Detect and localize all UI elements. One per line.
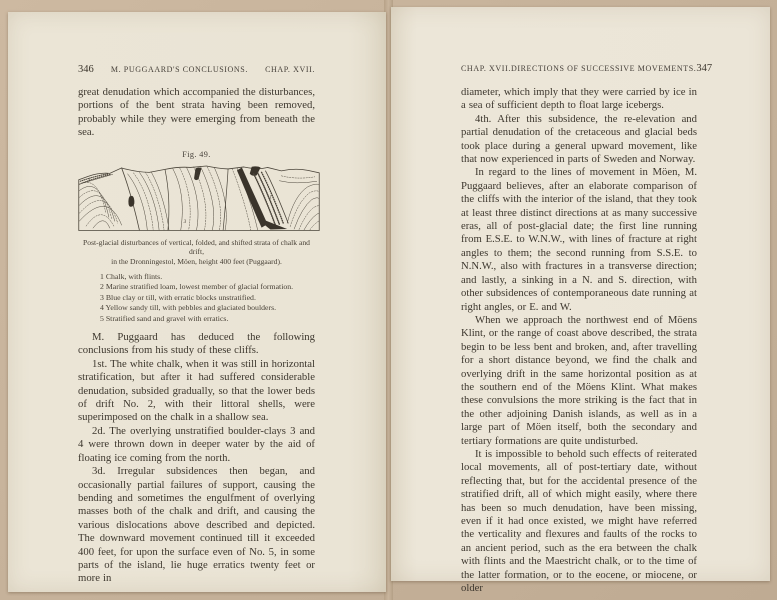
stratum-label-5: 5: [88, 176, 91, 182]
legend-item: 2 Marine stratified loam, lowest member of glacial formation.: [100, 282, 294, 292]
right-running-header: [461, 63, 713, 74]
left-page: [8, 12, 386, 592]
left-running-title: M. PUGGAARD'S CONCLUSIONS.: [110, 65, 248, 74]
caption-line: in the Dronningestol, Möen, height 400 feet (Puggaard).: [111, 257, 282, 267]
legend-item: 3 Blue clay or till, with erratic blocks unstratified.: [100, 292, 256, 302]
legend-item: 1 Chalk, with flints.: [100, 272, 163, 282]
left-chapter-label: CHAP. XVII.: [265, 65, 315, 74]
stratum-label-1: 1: [269, 195, 272, 201]
legend-item: 4 Yellow sandy till, with pebbles and glaciated boulders.: [100, 303, 277, 313]
geological-section-illustration: [78, 164, 320, 232]
paragraph: When we approach the northwest end of Möens Klint, or the range of coast above described, the strata begin to be less bent and broken, and, after travelling for a short distance beyond, we find the chalk and overlying drift in the same horizontal position as at the southern end of the Möens Klint. What makes these convulsions the more striking is the fact that in the other adjoining Danish islands, as well as in a large part of Möen itself, both the secondary and tertiary formations are quite undisturbed.: [461, 313, 697, 447]
left-running-header: [78, 64, 315, 75]
right-running-title: DIRECTIONS OF SUCCESSIVE MOVEMENTS.: [510, 64, 697, 73]
paragraph: It is impossible to behold such effects of reiterated local movements, all of post-tertiary date, without reflecting that, but for the accidental presence of the stratified drift, all of which might easily, where there has been so much denudation, have been missing, even if it had once existed, we might have referred the verticality and flexures and faults of the rocks to an ancient period, such as the era between the chalk with flints and the Maestricht chalk, or to the time of the latter formation, or to the eocene, or miocene, or older: [461, 447, 697, 595]
paragraph: In regard to the lines of movement in Möen, M. Puggaard believes, after an elaborate comparison of the cliffs with the interior of the island, that they took at least three distinct directions at as many successive eras, all of post-glacial date; the first line running from E.S.E. to W.N.W., with lines of fracture at right angles to them; the second running from S.S.E. to N.N.W., also with fractures in a transverse direction; and lastly, a sinking in a N. and S. direction, with other subsidences of contemporaneous date running at right angles, or E. and W.: [461, 166, 697, 313]
right-page-number: 347: [696, 63, 713, 74]
paragraph: 3d. Irregular subsidences then began, and occasionally partial failures of support, causing the bending and sometimes the engulfment of overlying masses both of the chalk and drift, and causing the various dislocations above described and depicted. The downward movement continued till it exceeded 400 feet, for upon the surface even of No. 5, in some parts of the island, lie huge erratics twenty feet or more in: [78, 465, 315, 585]
figure-label: Fig. 49.: [182, 149, 211, 159]
paragraph: 2d. The overlying unstratified boulder-clays 3 and 4 were thrown down in deeper water by the aid of floating ice coming from the north.: [78, 424, 315, 464]
paragraph: 4th. After this subsidence, the re-elevation and partial denudation of the cretaceous and glacial beds took place during a general upward movement, like that now experienced in parts of Sweden and Norway.: [461, 112, 697, 166]
paragraph: 1st. The white chalk, when it was still in horizontal stratification, but after it had suffered considerable denudation, subsided gradually, so that the lower beds of drift No. 2, with their littoral shells, were superimposed on the chalk in a shallow sea.: [78, 357, 315, 424]
figure-caption: [78, 238, 315, 267]
paragraph: diameter, which imply that they were carried by ice in a sea of sufficient depth to float large icebergs.: [461, 86, 697, 112]
stratum-label-3: 3: [183, 219, 187, 225]
figure-49: [78, 164, 320, 232]
paragraph: great denudation which accompanied the disturbances, portions of the bent strata having been removed, probably while they were emerging from beneath the sea.: [78, 86, 315, 139]
caption-line: Post-glacial disturbances of vertical, folded, and shifted strata of chalk and drift,: [83, 237, 310, 257]
right-page: [391, 7, 770, 595]
right-chapter-label: CHAP. XVII.: [461, 64, 511, 73]
legend-item: 5 Stratified sand and gravel with erratics.: [100, 313, 229, 323]
paragraph: M. Puggaard has deduced the following conclusions from his study of these cliffs.: [78, 331, 315, 357]
left-page-number: 346: [78, 64, 94, 75]
figure-legend: [100, 272, 315, 324]
